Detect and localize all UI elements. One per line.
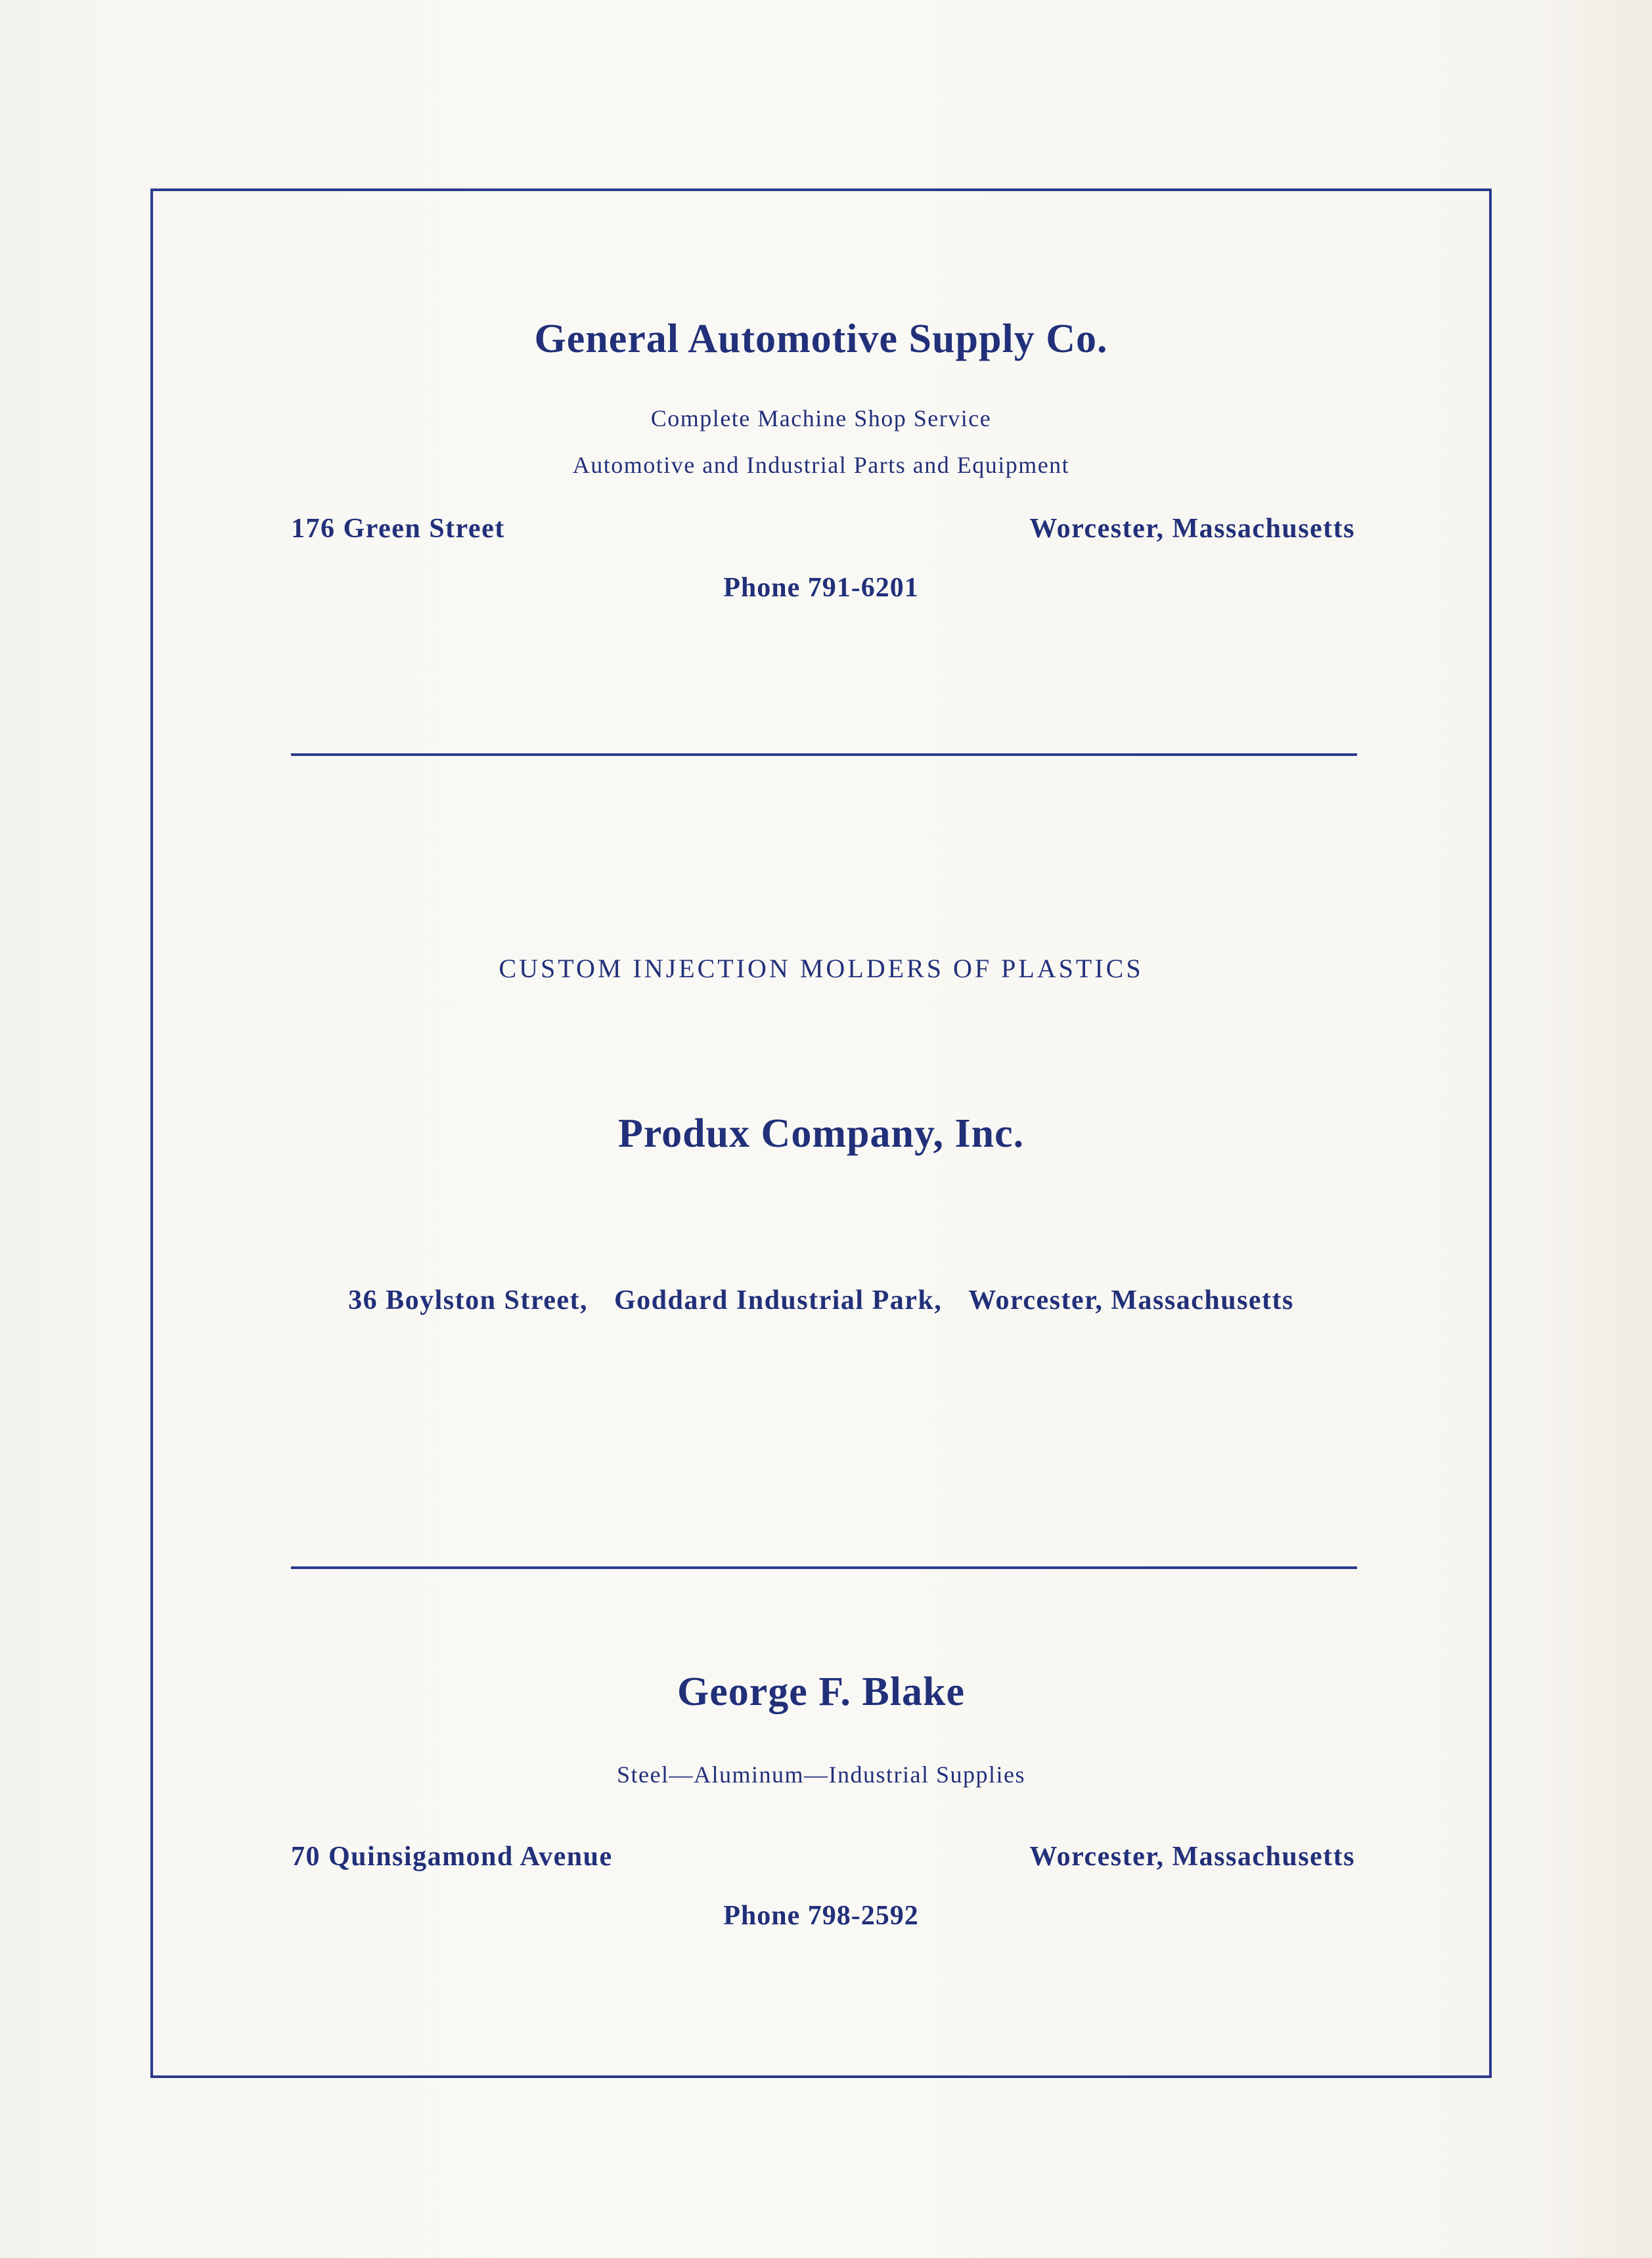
product-line: Steel—Aluminum—Industrial Supplies <box>617 1761 1025 1788</box>
city-state: Worcester, Massachusetts <box>1029 1842 1355 1872</box>
company-name: General Automotive Supply Co. <box>534 317 1108 361</box>
street-address: 70 Quinsigamond Avenue <box>291 1842 613 1872</box>
ad-frame <box>150 188 1492 2078</box>
service-line: Complete Machine Shop Service <box>650 405 992 432</box>
tagline: CUSTOM INJECTION MOLDERS OF PLASTICS <box>499 954 1144 983</box>
city-state: Worcester, Massachusetts <box>968 1285 1294 1316</box>
service-line: Automotive and Industrial Parts and Equipment <box>572 452 1070 478</box>
divider <box>291 753 1357 756</box>
address-row <box>153 1285 1489 1316</box>
company-name: George F. Blake <box>677 1670 966 1714</box>
company-name: Produx Company, Inc. <box>617 1111 1025 1156</box>
city-state: Worcester, Massachusetts <box>1029 514 1355 544</box>
divider <box>291 1566 1357 1569</box>
street-address: 36 Boylston Street, <box>348 1285 588 1316</box>
phone-number: Phone 798-2592 <box>723 1901 919 1931</box>
phone-number: Phone 791-6201 <box>723 573 919 603</box>
street-address: 176 Green Street <box>291 514 505 544</box>
industrial-park: Goddard Industrial Park, <box>614 1285 943 1316</box>
